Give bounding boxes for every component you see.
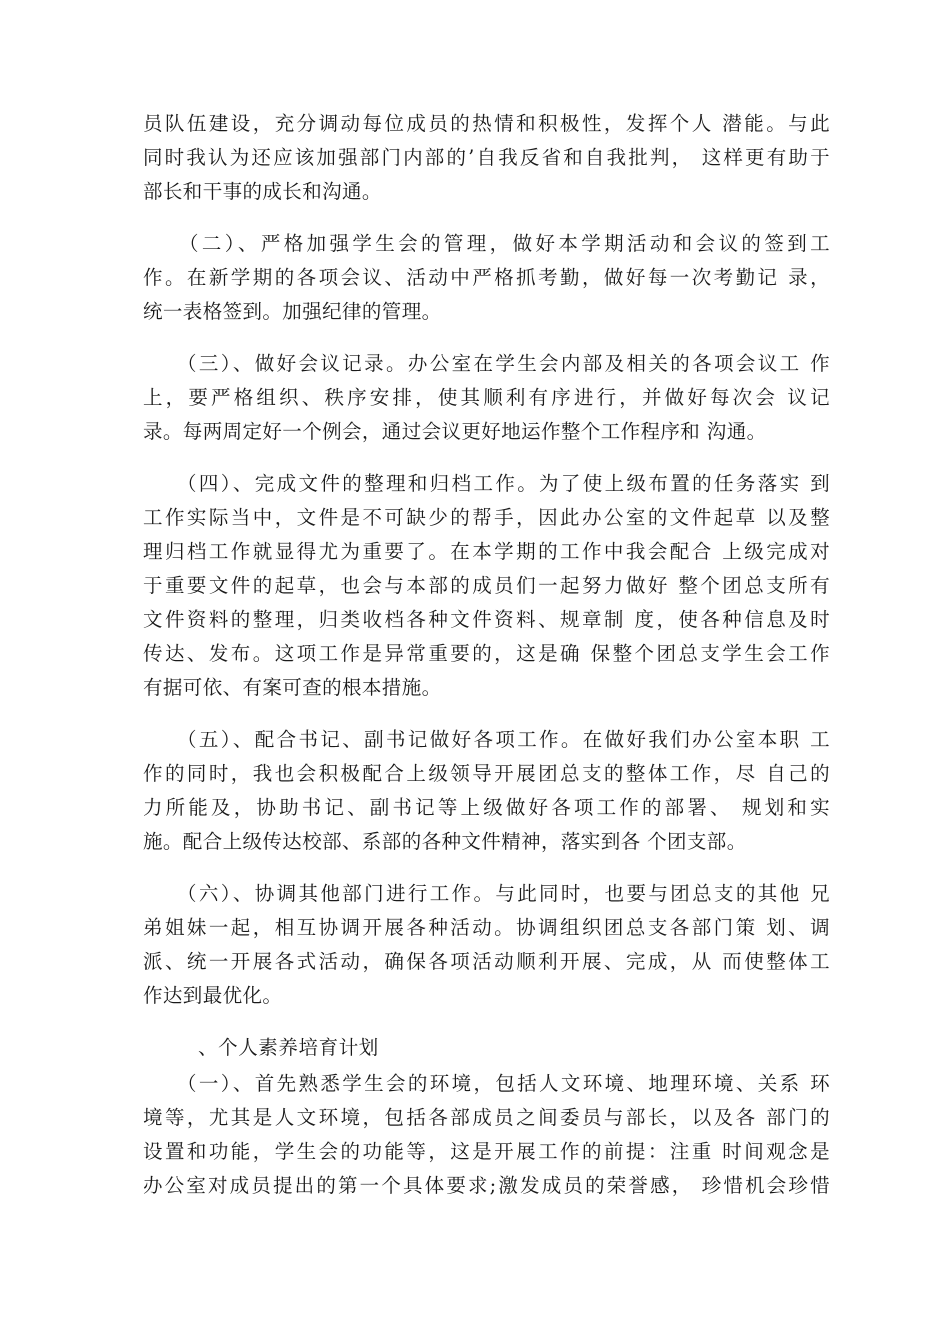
text-line: 录。每两周定好一个例会，通过会议更好地运作整个工作程序和 沟通。 bbox=[143, 420, 767, 443]
text-line: 设置和功能，学生会的功能等，这是开展工作的前提：注重 时间观念是 bbox=[143, 1140, 830, 1163]
text-line: 有据可依、有案可查的根本措施。 bbox=[143, 676, 442, 699]
document-page bbox=[143, 107, 830, 1203]
text-line: 施。配合上级传达校部、系部的各种文件精神，落实到各 个团支部。 bbox=[143, 830, 747, 853]
text-line: 作达到最优化。 bbox=[143, 984, 283, 1007]
paragraph-5 bbox=[143, 723, 830, 859]
text-line: 境等，尤其是人文环境，包括各部成员之间委员与部长，以及各 部门的 bbox=[143, 1106, 830, 1129]
text-line: 派、统一开展各式活动，确保各项活动顺利开展、完成，从 而使整体工 bbox=[143, 950, 830, 973]
paragraph-gap bbox=[143, 329, 830, 347]
text-line: （三）、做好会议记录。办公室在学生会内部及相关的各项会议工 作 bbox=[143, 352, 830, 375]
paragraph-gap bbox=[143, 705, 830, 723]
text-line: （五）、配合书记、副书记做好各项工作。在做好我们办公室本职 工 bbox=[143, 728, 830, 751]
text-line: 办公室对成员提出的第一个具体要求;激发成员的荣誉感， 珍惜机会珍惜 bbox=[143, 1174, 830, 1197]
text-line: （四）、完成文件的整理和归档工作。为了使上级布置的任务落实 到 bbox=[143, 472, 830, 495]
paragraph-6 bbox=[143, 877, 830, 1013]
text-line: 作的同时，我也会积极配合上级领导开展团总支的整体工作，尽 自己的 bbox=[143, 762, 830, 785]
text-line: 力所能及，协助书记、副书记等上级做好各项工作的部署、 规划和实 bbox=[143, 796, 830, 819]
text-line: （一）、首先熟悉学生会的环境，包括人文环境、地理环境、关系 环 bbox=[143, 1072, 830, 1095]
text-line: 文件资料的整理，归类收档各种文件资料、规章制 度，使各种信息及时 bbox=[143, 608, 830, 631]
text-line: （二）、严格加强学生会的管理，做好本学期活动和会议的签到工 bbox=[143, 232, 830, 255]
paragraph-2 bbox=[143, 227, 830, 329]
paragraph-gap bbox=[143, 449, 830, 467]
text-line: 上，要严格组织、秩序安排，使其顺利有序进行，并做好每次会 议记 bbox=[143, 386, 830, 409]
text-line: 弟姐妹一起，相互协调开展各种活动。协调组织团总支各部门策 划、调 bbox=[143, 916, 830, 939]
text-line: 工作实际当中，文件是不可缺少的帮手，因此办公室的文件起草 以及整 bbox=[143, 506, 830, 529]
paragraph-gap bbox=[143, 859, 830, 877]
section-heading: 、个人素养培育计划 bbox=[198, 1036, 379, 1059]
paragraph-3 bbox=[143, 347, 830, 449]
paragraph-gap bbox=[143, 1013, 830, 1031]
text-line: 传达、发布。这项工作是异常重要的，这是确 保整个团总支学生会工作 bbox=[143, 642, 830, 665]
text-line: （六）、协调其他部门进行工作。与此同时，也要与团总支的其他 兄 bbox=[143, 882, 830, 905]
text-line: 于重要文件的起草，也会与本部的成员们一起努力做好 整个团总支所有 bbox=[143, 574, 830, 597]
paragraph-1 bbox=[143, 107, 830, 209]
text-line: 同时我认为还应该加强部门内部的’自我反省和自我批判， 这样更有助于 bbox=[143, 146, 830, 169]
text-line: 员队伍建设，充分调动每位成员的热情和积极性，发挥个人 潜能。与此 bbox=[143, 112, 830, 135]
text-line: 统一表格签到。加强纪律的管理。 bbox=[143, 300, 442, 323]
text-line: 部长和干事的成长和沟通。 bbox=[143, 180, 382, 203]
text-line: 作。在新学期的各项会议、活动中严格抓考勤，做好每一次考勤记 录， bbox=[143, 266, 830, 289]
paragraph-gap bbox=[143, 209, 830, 227]
paragraph-4 bbox=[143, 467, 830, 705]
paragraph-7 bbox=[143, 1067, 830, 1203]
text-line: 理归档工作就显得尤为重要了。在本学期的工作中我会配合 上级完成对 bbox=[143, 540, 830, 563]
